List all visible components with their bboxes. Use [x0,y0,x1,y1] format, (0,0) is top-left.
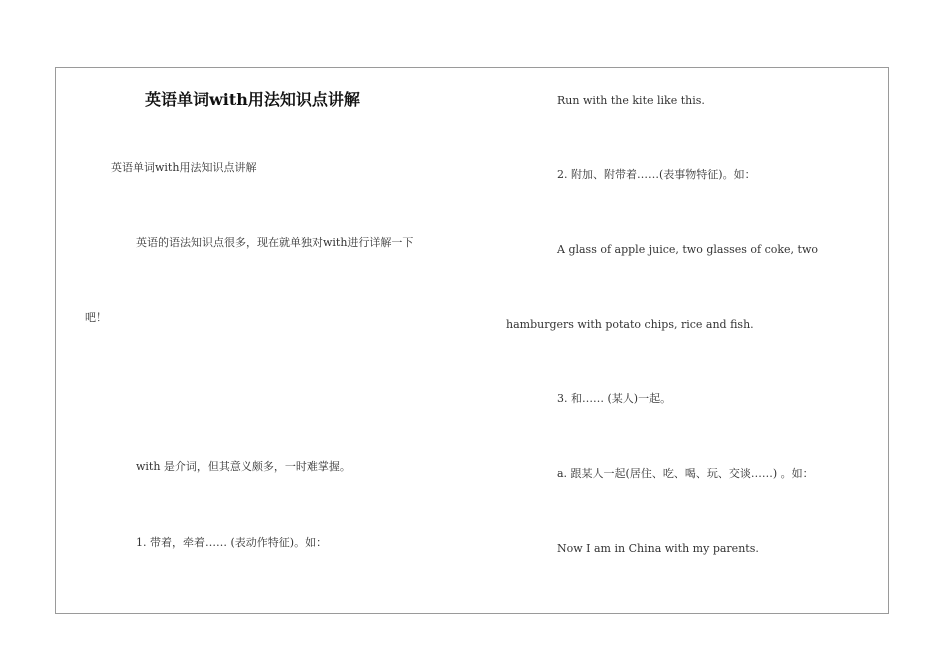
right-line-usage-3: 3. 和…… (某人)一起。 [557,392,672,405]
right-line-example-1: Run with the kite like this. [557,94,705,107]
right-line-example-2b: hamburgers with potato chips, rice and fish. [506,318,754,331]
page-frame [55,67,889,614]
document-title: 英语单词with用法知识点讲解 [145,90,360,109]
left-line-with-definition: with 是介词，但其意义颇多，一时难掌握。 [136,460,351,473]
right-line-example-3: Now I am in China with my parents. [557,542,759,555]
right-line-example-2a: A glass of apple juice, two glasses of coke, two [557,243,818,256]
right-line-usage-3a: a. 跟某人一起(居住、吃、喝、玩、交谈……) 。如： [557,467,814,480]
left-line-intro-end: 吧！ [85,311,107,324]
left-line-subtitle: 英语单词with用法知识点讲解 [111,161,257,174]
left-line-usage-1: 1. 带着，牵着…… (表动作特征)。如： [136,536,328,549]
left-line-intro: 英语的语法知识点很多，现在就单独对with进行详解一下 [136,236,414,249]
right-line-usage-2: 2. 附加、附带着……(表事物特征)。如： [557,168,756,181]
